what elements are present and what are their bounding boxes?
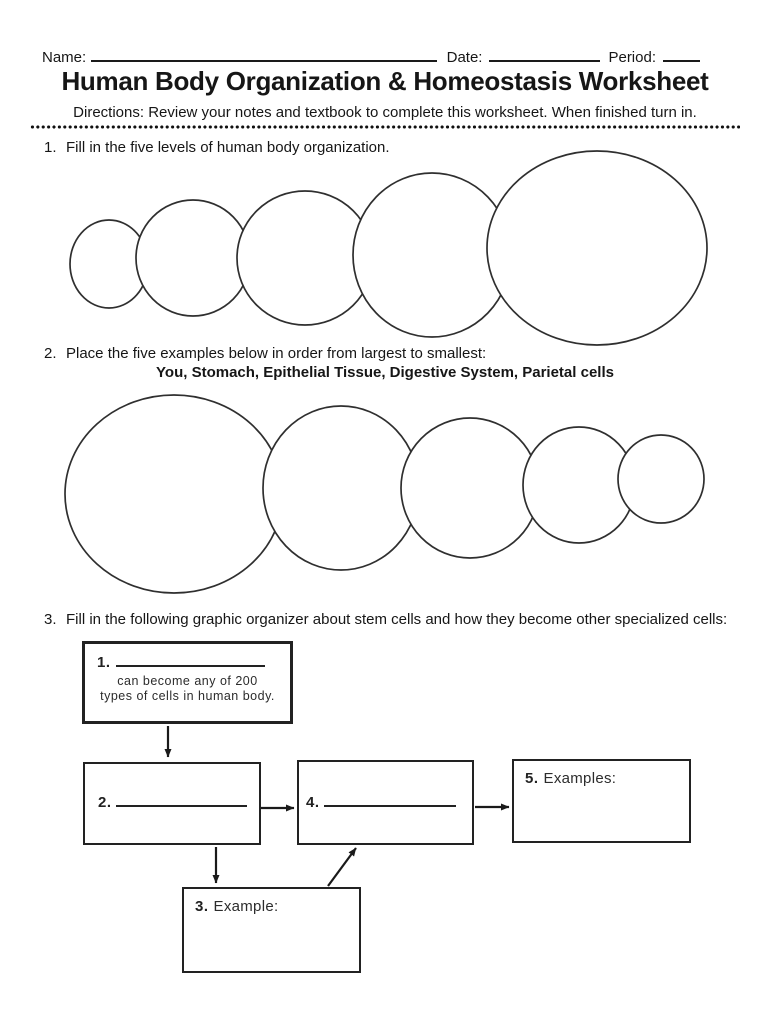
box1-caption-line1: can become any of 200 [117, 674, 258, 689]
flowchart-box-3[interactable] [182, 887, 361, 973]
box2-blank[interactable] [116, 791, 247, 807]
question-1-text: Fill in the five levels of human body organization. [66, 139, 390, 156]
q2-order-circle-3[interactable] [401, 418, 539, 558]
flowchart-box-1[interactable] [82, 641, 293, 724]
question-2-examples: You, Stomach, Epithelial Tissue, Digestive System, Parietal cells [156, 364, 614, 381]
box5-number: 5. [525, 770, 539, 787]
box1-blank[interactable] [116, 651, 265, 667]
box2-number: 2. [98, 794, 112, 812]
question-2-number: 2. [44, 345, 57, 362]
q2-order-circle-5[interactable] [618, 435, 704, 523]
flowchart-box-2[interactable] [83, 762, 261, 845]
page-title: Human Body Organization & Homeostasis Worksheet [61, 66, 709, 96]
box4-blank[interactable] [324, 791, 456, 807]
q2-order-circle-2[interactable] [263, 406, 419, 570]
question-3-number: 3. [44, 611, 57, 628]
arrow-box3-to-box4 [328, 848, 356, 886]
box3-label: Example: [213, 898, 279, 915]
name-label: Name: [42, 49, 87, 66]
date-label: Date: [446, 49, 483, 66]
period-label: Period: [608, 49, 656, 66]
box1-number: 1. [97, 654, 111, 672]
flowchart-box-5[interactable] [512, 759, 691, 843]
question-2-text: Place the five examples below in order from largest to smallest: [66, 345, 487, 362]
box1-caption-line2: types of cells in human body. [100, 689, 275, 704]
box5-label: Examples: [543, 770, 617, 787]
question-1-number: 1. [44, 139, 57, 156]
flowchart-box-4[interactable] [297, 760, 474, 845]
q2-order-circle-1[interactable] [65, 395, 283, 593]
box4-number: 4. [306, 794, 320, 812]
q1-level-circle-2[interactable] [136, 200, 250, 316]
directions-text: Directions: Review your notes and textbook to complete this worksheet. When finished turn in. [73, 104, 697, 121]
box3-number: 3. [195, 898, 209, 915]
q1-level-circle-5[interactable] [487, 151, 707, 345]
question-3-text: Fill in the following graphic organizer about stem cells and how they become other specialized cells: [66, 611, 728, 628]
